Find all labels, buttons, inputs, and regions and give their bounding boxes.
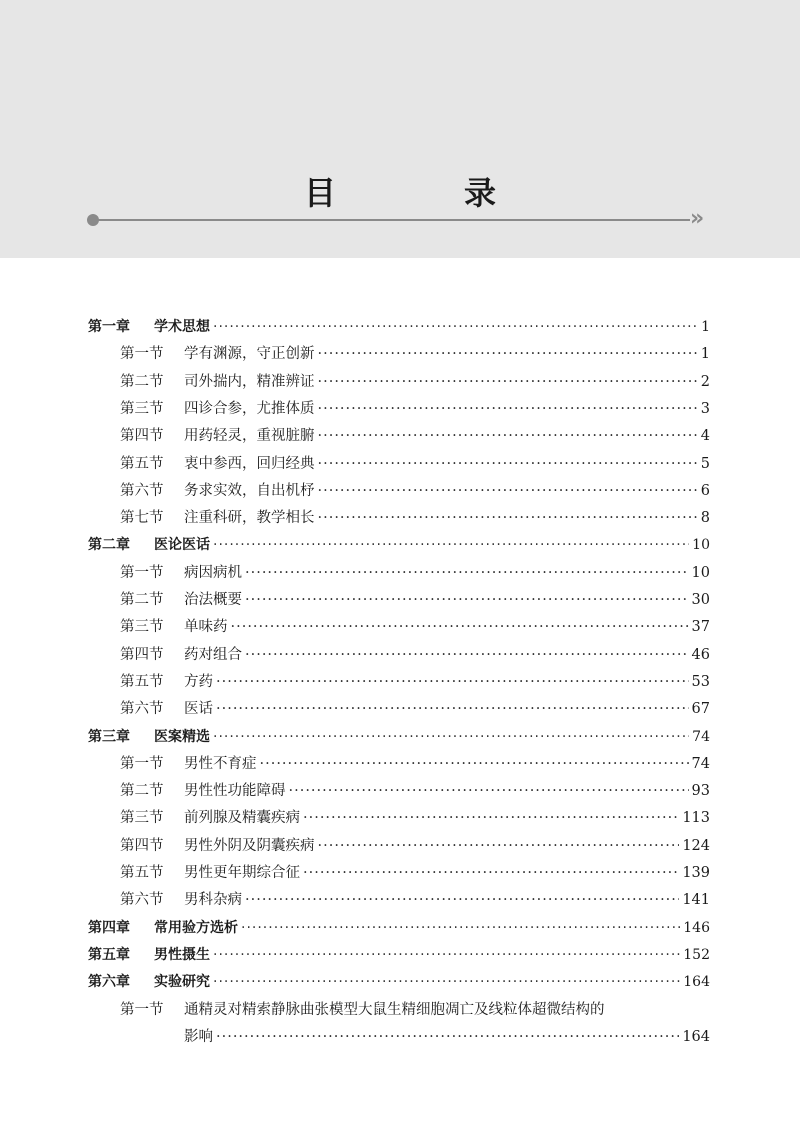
dot-leader — [318, 833, 680, 860]
entry-page-number: 46 — [691, 646, 710, 663]
entry-title: 注重科研，教学相长 — [184, 510, 315, 527]
entry-title: 影响 — [184, 1028, 213, 1045]
dot-leader — [216, 696, 689, 723]
dot-leader — [216, 669, 689, 696]
entry-page-number: 139 — [682, 865, 710, 881]
entry-page-number: 53 — [691, 673, 710, 690]
entry-number: 第三章 — [88, 728, 130, 745]
dot-leader — [213, 942, 680, 969]
toc-section-entry[interactable] — [120, 505, 710, 532]
toc-section-entry[interactable] — [120, 887, 710, 914]
toc-section-entry[interactable] — [120, 587, 710, 614]
toc-section-entry[interactable] — [120, 696, 710, 723]
entry-number: 第七节 — [120, 510, 164, 527]
entry-title: 男性性功能障碍 — [184, 783, 286, 800]
dot-leader — [318, 423, 698, 450]
toc-section-entry[interactable] — [120, 805, 710, 832]
entry-title: 司外揣内，精准辨证 — [184, 373, 315, 390]
entry-number: 第五节 — [120, 673, 164, 690]
entry-title: 治法概要 — [184, 592, 242, 608]
toc-section-entry[interactable] — [120, 560, 710, 587]
entry-page-number: 6 — [700, 482, 710, 499]
entry-number: 第二节 — [120, 373, 164, 390]
toc-section-entry[interactable] — [120, 396, 710, 423]
toc-section-entry[interactable] — [120, 451, 710, 478]
entry-title: 单味药 — [184, 619, 228, 636]
toc-chapter-entry[interactable] — [88, 915, 710, 942]
toc-section-entry[interactable] — [120, 478, 710, 505]
entry-page-number: 74 — [692, 728, 710, 745]
entry-title: 男科杂病 — [184, 892, 242, 909]
toc-chapter-entry[interactable] — [88, 969, 710, 996]
toc-section-entry[interactable] — [120, 341, 710, 368]
dot-leader — [303, 805, 679, 832]
entry-number: 第一节 — [120, 564, 164, 581]
dot-leader — [231, 614, 689, 641]
toc-section-entry[interactable] — [120, 642, 710, 669]
entry-title: 男性更年期综合征 — [184, 865, 300, 881]
dot-leader — [303, 860, 679, 887]
entry-page-number: 93 — [691, 783, 710, 800]
dot-leader — [213, 314, 698, 341]
entry-title: 务求实效，自出机杼 — [184, 482, 315, 499]
entry-number: 第三节 — [120, 400, 164, 417]
toc-section-entry[interactable] — [120, 778, 710, 805]
toc-chapter-entry[interactable] — [88, 942, 710, 969]
entry-title: 衷中参西，回归经典 — [184, 455, 315, 472]
dot-leader — [289, 778, 689, 805]
entry-page-number: 37 — [691, 619, 710, 636]
entry-page-number: 30 — [691, 592, 710, 608]
entry-title: 医话 — [184, 701, 213, 718]
dot-leader — [245, 642, 689, 669]
toc-chapter-entry[interactable] — [88, 314, 710, 341]
entry-title: 方药 — [184, 673, 213, 690]
dot-leader — [241, 915, 680, 942]
toc-section-entry[interactable] — [120, 751, 710, 778]
dot-leader — [245, 887, 679, 914]
dot-leader — [260, 751, 689, 778]
entry-title: 医案精选 — [154, 728, 210, 745]
dot-leader — [318, 505, 698, 532]
entry-title: 四诊合参，尤推体质 — [184, 400, 315, 417]
dot-leader — [213, 969, 680, 996]
entry-number: 第一节 — [120, 1001, 164, 1018]
entry-page-number: 164 — [683, 974, 710, 991]
entry-number: 第四节 — [120, 646, 164, 663]
entry-page-number: 74 — [691, 755, 710, 772]
entry-title: 病因病机 — [184, 564, 242, 581]
dot-leader — [318, 396, 698, 423]
entry-page-number: 164 — [682, 1028, 710, 1045]
page-title: 目 录 — [303, 174, 544, 212]
double-chevron-icon: » — [690, 206, 705, 231]
entry-title: 男性不育症 — [184, 755, 257, 772]
entry-title: 常用验方选析 — [154, 919, 238, 936]
entry-page-number: 10 — [691, 564, 710, 581]
entry-title: 学有渊源，守正创新 — [184, 346, 315, 363]
entry-title: 实验研究 — [154, 974, 210, 991]
entry-number: 第六节 — [120, 892, 164, 909]
entry-number: 第五章 — [88, 946, 130, 963]
entry-page-number: 2 — [700, 373, 710, 390]
entry-number: 第五节 — [120, 865, 164, 881]
toc-section-entry[interactable] — [120, 833, 710, 860]
entry-page-number: 1 — [700, 346, 710, 363]
entry-title: 男性外阴及阴囊疾病 — [184, 837, 315, 854]
toc-section-entry[interactable] — [120, 423, 710, 450]
dot-leader — [318, 369, 698, 396]
entry-number: 第六节 — [120, 701, 164, 718]
toc-section-entry[interactable] — [120, 369, 710, 396]
entry-number: 第四章 — [88, 919, 130, 936]
entry-number: 第一章 — [88, 319, 130, 335]
entry-page-number: 113 — [682, 810, 710, 827]
entry-number: 第六章 — [88, 974, 130, 991]
entry-page-number: 10 — [692, 537, 710, 554]
toc-section-entry[interactable] — [120, 614, 710, 641]
entry-number: 第一节 — [120, 346, 164, 363]
entry-number: 第五节 — [120, 455, 164, 472]
dot-leader — [318, 478, 698, 505]
entry-title: 医论医话 — [154, 537, 210, 554]
toc-section-entry[interactable] — [120, 860, 710, 887]
dot-leader — [245, 560, 689, 587]
entry-page-number: 3 — [700, 400, 710, 417]
entry-page-number: 4 — [700, 428, 710, 445]
dot-leader — [318, 451, 698, 478]
dot-leader — [213, 724, 689, 751]
toc-section-entry[interactable] — [120, 997, 710, 1024]
dot-leader — [318, 341, 698, 368]
entry-page-number: 124 — [682, 837, 710, 854]
entry-number: 第一节 — [120, 755, 164, 772]
dot-leader — [213, 532, 689, 559]
entry-title: 前列腺及精囊疾病 — [184, 810, 300, 827]
entry-number: 第三节 — [120, 619, 164, 636]
entry-number: 第三节 — [120, 810, 164, 827]
entry-page-number: 67 — [691, 701, 710, 718]
entry-page-number: 146 — [683, 919, 710, 936]
toc-chapter-entry[interactable] — [88, 724, 710, 751]
entry-page-number: 141 — [682, 892, 710, 909]
entry-page-number: 8 — [700, 510, 710, 527]
toc-chapter-entry[interactable] — [88, 532, 710, 559]
entry-number: 第二节 — [120, 783, 164, 800]
entry-number: 第二章 — [88, 537, 130, 554]
dot-leader — [216, 1024, 679, 1051]
dot-leader — [245, 587, 689, 614]
entry-number: 第四节 — [120, 428, 164, 445]
entry-page-number: 1 — [701, 319, 710, 335]
toc-section-entry[interactable] — [120, 669, 710, 696]
entry-title: 药对组合 — [184, 646, 242, 663]
entry-number: 第六节 — [120, 482, 164, 499]
entry-title: 男性摄生 — [154, 946, 210, 963]
entry-title: 用药轻灵，重视脏腑 — [184, 428, 315, 445]
entry-title: 学术思想 — [154, 319, 210, 335]
entry-number: 第四节 — [120, 837, 164, 854]
title-rule — [94, 219, 690, 221]
entry-number: 第二节 — [120, 592, 164, 608]
entry-page-number: 152 — [683, 946, 710, 963]
entry-title: 通精灵对精索静脉曲张模型大鼠生精细胞凋亡及线粒体超微结构的 — [184, 1001, 605, 1018]
toc-continuation-line[interactable] — [184, 1024, 710, 1051]
entry-page-number: 5 — [700, 455, 710, 472]
